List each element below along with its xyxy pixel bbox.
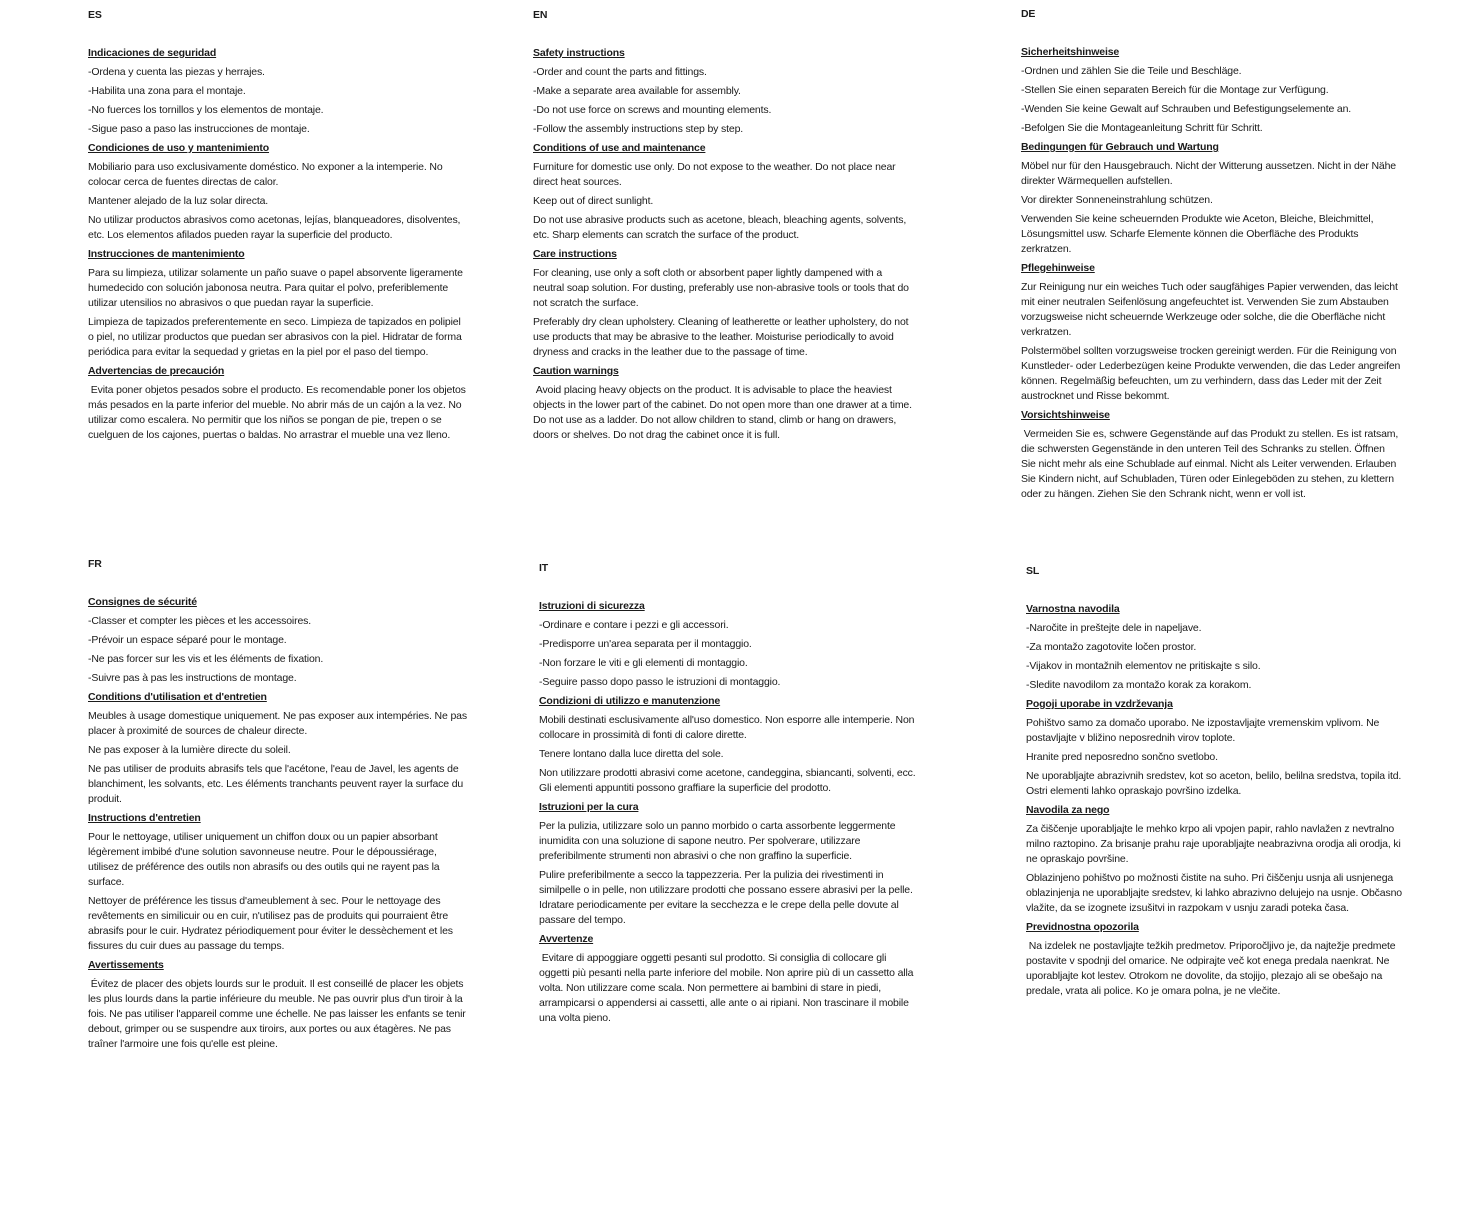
instruction-paragraph: Do not use abrasive products such as acetone, bleach, bleaching agents, solvents, etc. Sharp elements can scratch the surface of the product. xyxy=(533,214,909,241)
section-heading: Instrucciones de mantenimiento xyxy=(88,248,245,260)
instruction-paragraph: Pohištvo samo za domačo uporabo. Ne izpostavljajte vremenskim vplivom. Ne postavljajte v bližino neposrednih virov toplote. xyxy=(1026,717,1382,744)
section-heading: Advertencias de precaución xyxy=(88,365,225,377)
language-column-it xyxy=(539,561,919,1030)
instruction-paragraph: Pour le nettoyage, utiliser uniquement un chiffon doux ou un papier absorbant légèrement imbibé d'une solution savonneuse neutre. Pour le dépoussiérage, utilisez de préférence des outils non abrasifs ou des outils qui ne rayent pas la surface. xyxy=(88,831,443,888)
instruction-paragraph: Nettoyer de préférence les tissus d'ameublement à sec. Pour le nettoyage des revêtements en similicuir ou en cuir, n'utilisez pas de produits qui pourraient être abrasifs pour le cuir. Hydratez périodiquement pour éviter le dessèchement et les fissures du cuir dues au passage du temps. xyxy=(88,895,456,952)
language-code-label: SL xyxy=(1026,565,1040,577)
section-heading: Pflegehinweise xyxy=(1021,262,1095,274)
instruction-paragraph: Vor direkter Sonneneinstrahlung schützen. xyxy=(1021,194,1213,206)
instruction-paragraph: Ne pas utiliser de produits abrasifs tels que l'acétone, l'eau de Javel, les agents de blanchiment, les solvants, etc. Les éléments tranchants peuvent rayer la surface du produit. xyxy=(88,763,466,805)
instruction-paragraph: -Za montažo zagotovite ločen prostor. xyxy=(1026,641,1197,653)
section-heading: Varnostna navodila xyxy=(1026,603,1120,615)
language-column-sl xyxy=(1026,564,1406,1003)
language-code-label: IT xyxy=(539,562,549,574)
instruction-paragraph: Evita poner objetos pesados sobre el producto. Es recomendable poner los objetos más pesados en la parte inferior del mueble. No abrir más de un cajón a la vez. No utilizar como escalera. No permitir que los niños se pongan de pie, trepen o se cuelguen de los cajones, puertas o baldas. No arrastrar el mueble una vez lleno. xyxy=(88,384,469,441)
section-heading: Safety instructions xyxy=(533,47,625,59)
language-code-label: FR xyxy=(88,558,102,570)
language-code-label: DE xyxy=(1021,8,1036,20)
instruction-paragraph: -Ordena y cuenta las piezas y herrajes. xyxy=(88,66,265,78)
instruction-paragraph: -Non forzare le viti e gli elementi di montaggio. xyxy=(539,657,748,669)
instruction-paragraph: -Sigue paso a paso las instrucciones de montaje. xyxy=(88,123,310,135)
section-heading: Condiciones de uso y mantenimiento xyxy=(88,142,270,154)
instruction-paragraph: -Order and count the parts and fittings. xyxy=(533,66,707,78)
instruction-paragraph: Keep out of direct sunlight. xyxy=(533,195,654,207)
section-heading: Avvertenze xyxy=(539,933,594,945)
language-column-fr xyxy=(88,557,468,1056)
instruction-paragraph: -Sledite navodilom za montažo korak za korakom. xyxy=(1026,679,1252,691)
section-heading: Avertissements xyxy=(88,959,164,971)
instruction-paragraph: Polstermöbel sollten vorzugsweise trocken gereinigt werden. Für die Reinigung von Kunstleder- oder Lederbezügen keine Produkte verwenden, die das Leder angreifen können. Regelmäßig befeuchten, um zu verhindern, dass das Leder mit der Zeit austrocknet und Risse bekommt. xyxy=(1021,345,1404,402)
instruction-paragraph: -Ordnen und zählen Sie die Teile und Beschläge. xyxy=(1021,65,1242,77)
instruction-paragraph: -Vijakov in montažnih elementov ne pritiskajte s silo. xyxy=(1026,660,1261,672)
instruction-paragraph: -Classer et compter les pièces et les accessoires. xyxy=(88,615,312,627)
section-heading: Sicherheitshinweise xyxy=(1021,46,1120,58)
instruction-paragraph: Evitare di appoggiare oggetti pesanti sul prodotto. Si consiglia di collocare gli oggetti più pesanti nella parte inferiore del mobile. Non aprire più di un cassetto alla volta. Non utilizzare come scala. Non permettere ai bambini di stare in piedi, arrampicarsi o appendersi ai cassetti, alle ante o ai ripiani. Non trascinare il mobile una volta pieno. xyxy=(539,952,917,1024)
instruction-paragraph: -Habilita una zona para el montaje. xyxy=(88,85,246,97)
section-heading: Care instructions xyxy=(533,248,617,260)
instruction-paragraph: Évitez de placer des objets lourds sur le produit. Il est conseillé de placer les objets les plus lourds dans la partie inférieure du meuble. Ne pas ouvrir plus d'un tiroir à la fois. Ne pas utiliser l'appareil comme une échelle. Ne pas laisser les enfants se tenir debout, grimper ou se suspendre aux tiroirs, aux portes ou aux étagères. Ne pas traîner l'armoire une fois qu'elle est pleine. xyxy=(88,978,469,1050)
instruction-paragraph: -No fuerces los tornillos y los elementos de montaje. xyxy=(88,104,324,116)
instruction-paragraph: Per la pulizia, utilizzare solo un panno morbido o carta assorbente leggermente inumidita con una soluzione di sapone neutro. Per spolverare, utilizzare preferibilmente strumenti non abrasivi o che non graffino la superficie. xyxy=(539,820,899,862)
instruction-paragraph: Hranite pred neposredno sončno svetlobo. xyxy=(1026,751,1218,763)
language-column-es xyxy=(88,8,468,447)
instruction-paragraph: Non utilizzare prodotti abrasivi come acetone, candeggina, sbiancanti, solventi, ecc. Gli elementi appuntiti possono graffiare la superficie del prodotto. xyxy=(539,767,919,794)
instruction-paragraph: Möbel nur für den Hausgebrauch. Nicht der Witterung aussetzen. Nicht in der Nähe direkter Wärmequellen aufstellen. xyxy=(1021,160,1399,187)
instruction-paragraph: -Ordinare e contare i pezzi e gli accessori. xyxy=(539,619,729,631)
instruction-paragraph: -Befolgen Sie die Montageanleitung Schritt für Schritt. xyxy=(1021,122,1263,134)
instruction-paragraph: Oblazinjeno pohištvo po možnosti čistite na suho. Pri čiščenju usnja ali usnjenega oblazinjenja ne uporabljajte sredstev, ki lahko abrazivno delujejo na usnje. Občasno vlažite, da se izognete izsušitvi in razpokam v usnju zaradi poteka časa. xyxy=(1026,872,1405,914)
instruction-paragraph: Preferably dry clean upholstery. Cleaning of leatherette or leather upholstery, do not use products that may be abrasive to the leather. Moisturise periodically to avoid dryness and cracks in the leather due to the passage of time. xyxy=(533,316,912,358)
instruction-paragraph: -Follow the assembly instructions step by step. xyxy=(533,123,744,135)
section-heading: Previdnostna opozorila xyxy=(1026,921,1139,933)
instruction-paragraph: -Ne pas forcer sur les vis et les éléments de fixation. xyxy=(88,653,324,665)
section-heading: Istruzioni di sicurezza xyxy=(539,600,645,612)
instruction-paragraph: Ne pas exposer à la lumière directe du soleil. xyxy=(88,744,291,756)
instruction-paragraph: Verwenden Sie keine scheuernden Produkte wie Aceton, Bleiche, Bleichmittel, Lösungsmittel usw. Scharfe Elemente können die Oberfläche des Produkts zerkratzen. xyxy=(1021,213,1377,255)
language-code-label: ES xyxy=(88,9,102,21)
language-column-en xyxy=(533,8,913,447)
section-heading: Istruzioni per la cura xyxy=(539,801,639,813)
instruction-paragraph: Limpieza de tapizados preferentemente en seco. Limpieza de tapizados en polipiel o piel, no utilizar productos que puedan ser abrasivos con la piel. Hidratar de forma periódica para evitar la sequedad y grietas en la piel por el paso del tiempo. xyxy=(88,316,465,358)
instruction-paragraph: -Prévoir un espace séparé pour le montage. xyxy=(88,634,287,646)
language-column-de xyxy=(1021,7,1404,506)
section-heading: Condizioni di utilizzo e manutenzione xyxy=(539,695,721,707)
instruction-paragraph: Ne uporabljajte abrazivnih sredstev, kot so aceton, belilo, belilna sredstva, topila itd. Ostri elementi lahko opraskajo površino izdelka. xyxy=(1026,770,1404,797)
instruction-paragraph: Para su limpieza, utilizar solamente un paño suave o papel absorvente ligeramente humedecido con solución jabonosa neutra. Para quitar el polvo, preferiblemente utilizar utensilios no abrasivos o que puedan rayar la superficie. xyxy=(88,267,466,309)
instruction-paragraph: Meubles à usage domestique uniquement. Ne pas exposer aux intempéries. Ne pas placer à proximité de sources de chaleur directe. xyxy=(88,710,470,737)
instruction-paragraph: Mantener alejado de la luz solar directa. xyxy=(88,195,269,207)
instruction-paragraph: -Make a separate area available for assembly. xyxy=(533,85,741,97)
instruction-paragraph: Za čiščenje uporabljajte le mehko krpo ali vpojen papir, rahlo navlažen z nevtralno milno raztopino. Za brisanje prahu raje uporabljajte neabrazivna orodja ali orodja, ki ne opraskajo površine. xyxy=(1026,823,1404,865)
instruction-paragraph: Na izdelek ne postavljajte težkih predmetov. Priporočljivo je, da najtežje predmete postavite v spodnji del omarice. Ne odpirajte več kot enega predala naenkrat. Ne uporabljajte kot lestev. Otrokom ne dovolite, da stojijo, plezajo ali se obešajo na predale, vrata ali police. Ko je omara polna, je ne vlečite. xyxy=(1026,940,1399,997)
instruction-paragraph: Vermeiden Sie es, schwere Gegenstände auf das Produkt zu stellen. Es ist ratsam, die schwersten Gegenstände in den unteren Teil des Schranks zu stellen. Öffnen Sie nicht mehr als eine Schublade auf einmal. Nicht als Leiter verwenden. Erlauben Sie Kindern nicht, auf Schubladen, Türen oder Einlegeböden zu stehen, zu klettern oder zu hängen. Ziehen Sie den Schrank nicht, wenn er voll ist. xyxy=(1021,428,1401,500)
instruction-paragraph: Avoid placing heavy objects on the product. It is advisable to place the heaviest objects in the lower part of the cabinet. Do not open more than one drawer at a time. Do not use as a ladder. Do not allow children to stand, climb or hang on drawers, doors or shelves. Do not drag the cabinet once it is full. xyxy=(533,384,915,441)
instruction-paragraph: Zur Reinigung nur ein weiches Tuch oder saugfähiges Papier verwenden, das leicht mit einer neutralen Seifenlösung angefeuchtet ist. Verwenden Sie zum Abstauben vorzugsweise nicht scheuernde Werkzeuge oder solche, die die Oberfläche nicht verkratzen. xyxy=(1021,281,1401,338)
section-heading: Instructions d'entretien xyxy=(88,812,201,824)
instruction-paragraph: Mobiliario para uso exclusivamente doméstico. No exponer a la intemperie. No colocar cerca de fuentes directas de calor. xyxy=(88,161,446,188)
section-heading: Pogoji uporabe in vzdrževanja xyxy=(1026,698,1173,710)
section-heading: Vorsichtshinweise xyxy=(1021,409,1110,421)
instruction-paragraph: -Wenden Sie keine Gewalt auf Schrauben und Befestigungselemente an. xyxy=(1021,103,1352,115)
section-heading: Indicaciones de seguridad xyxy=(88,47,217,59)
instruction-paragraph: Furniture for domestic use only. Do not expose to the weather. Do not place near direct heat sources. xyxy=(533,161,899,188)
instruction-paragraph: -Predisporre un'area separata per il montaggio. xyxy=(539,638,752,650)
instruction-paragraph: -Do not use force on screws and mounting elements. xyxy=(533,104,772,116)
instruction-paragraph: -Naročite in preštejte dele in napeljave. xyxy=(1026,622,1202,634)
instruction-paragraph: Tenere lontano dalla luce diretta del sole. xyxy=(539,748,724,760)
instruction-paragraph: -Suivre pas à pas les instructions de montage. xyxy=(88,672,297,684)
instruction-paragraph: For cleaning, use only a soft cloth or absorbent paper lightly dampened with a neutral soap solution. For dusting, preferably use non-abrasive tools or tools that do not scratch the surface. xyxy=(533,267,912,309)
section-heading: Caution warnings xyxy=(533,365,619,377)
section-heading: Navodila za nego xyxy=(1026,804,1110,816)
section-heading: Conditions of use and maintenance xyxy=(533,142,706,154)
instruction-paragraph: No utilizar productos abrasivos como acetonas, lejías, blanqueadores, disolventes, etc. Los elementos afilados pueden rayar la superficie del producto. xyxy=(88,214,464,241)
section-heading: Conditions d'utilisation et d'entretien xyxy=(88,691,267,703)
instruction-paragraph: Pulire preferibilmente a secco la tappezzeria. Per la pulizia dei rivestimenti in similpelle o in pelle, non utilizzare prodotti che possano essere abrasivi per la pelle. Idratare periodicamente per evitare la secchezza e le crepe della pelle dovute al passare del tempo. xyxy=(539,869,916,926)
instruction-paragraph: Mobili destinati esclusivamente all'uso domestico. Non esporre alle intemperie. Non collocare in prossimità di fonti di calore dirette. xyxy=(539,714,918,741)
instruction-paragraph: -Stellen Sie einen separaten Bereich für die Montage zur Verfügung. xyxy=(1021,84,1329,96)
instruction-paragraph: -Seguire passo dopo passo le istruzioni di montaggio. xyxy=(539,676,781,688)
section-heading: Consignes de sécurité xyxy=(88,596,197,608)
section-heading: Bedingungen für Gebrauch und Wartung xyxy=(1021,141,1219,153)
language-code-label: EN xyxy=(533,9,548,21)
